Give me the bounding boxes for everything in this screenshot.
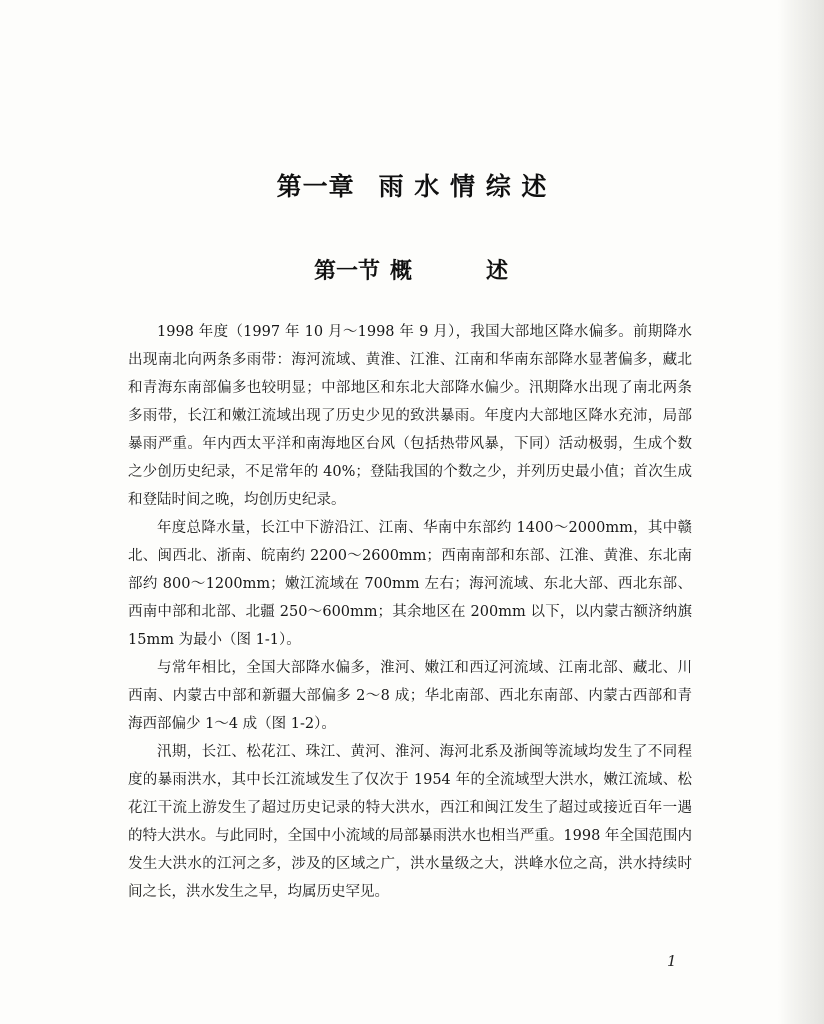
chapter-name: 雨 水 情 综 述 [378,172,548,201]
page-edge-shadow [778,0,824,1024]
page-number: 1 [667,952,677,970]
paragraph: 年度总降水量，长江中下游沿江、江南、华南中东部约 1400～2000mm，其中赣北、闽西北、浙南、皖南约 2200～2600mm；西南南部和东部、江淮、黄淮、东北南部约 800～1200mm；嫩江流域在 700mm 左右；海河流域、东北大部、西北东部、西南中部和北部、北疆 250～600mm；其余地区在 200mm 以下，以内蒙古额济纳旗 15mm 为最小（图 1-1）。 [128,520,692,648]
paragraph: 与常年相比，全国大部降水偏多，淮河、嫩江和西辽河流域、江南北部、藏北、川西南、内蒙古中部和新疆大部偏多 2～8 成；华北南部、西北东南部、内蒙古西部和青海西部偏少 1～4 成（图 1-2）。 [128,660,692,732]
section-title-part2: 述 [486,258,509,284]
chapter-number: 第一章 [276,172,355,201]
section-title [314,255,508,287]
section-number: 第一节 [314,258,381,284]
chapter-title [0,170,824,204]
paragraph: 汛期，长江、松花江、珠江、黄河、淮河、海河北系及浙闽等流域均发生了不同程度的暴雨洪水，其中长江流域发生了仅次于 1954 年的全流域型大洪水，嫩江流域、松花江干流上游发生了超过历史记录的特大洪水，西江和闽江发生了超过或接近百年一遇的特大洪水。与此同时，全国中小流域的局部暴雨洪水也相当严重。1998 年全国范围内发生大洪水的江河之多，涉及的区域之广，洪水量级之大，洪峰水位之高，洪水持续时间之长，洪水发生之早，均属历史罕见。 [128,744,692,900]
section-title-part1: 概 [390,258,413,284]
paragraph: 1998 年度（1997 年 10 月～1998 年 9 月），我国大部地区降水偏多。前期降水出现南北向两条多雨带：海河流域、黄淮、江淮、江南和华南东部降水显著偏多，藏北和青海东南部偏多也较明显；中部地区和东北大部降水偏少。汛期降水出现了南北两条多雨带，长江和嫩江流域出现了历史少见的致洪暴雨。年度内大部地区降水充沛，局部暴雨严重。年内西太平洋和南海地区台风（包括热带风暴，下同）活动极弱，生成个数之少创历史纪录，不足常年的 40%；登陆我国的个数之少，并列历史最小值；首次生成和登陆时间之晚，均创历史纪录。 [128,324,692,508]
body-text [128,318,692,906]
